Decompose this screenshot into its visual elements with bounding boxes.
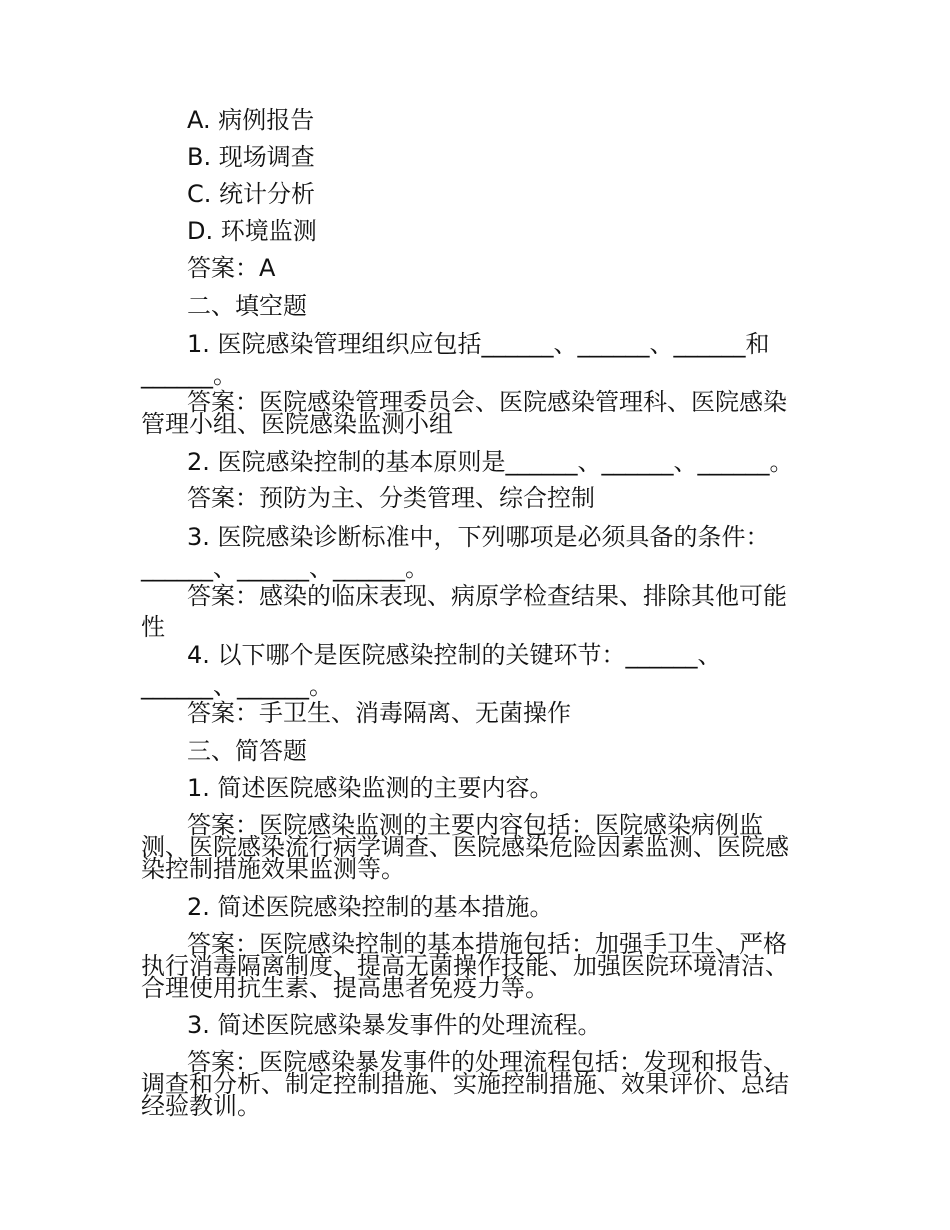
short-answer-3-text: 答案：医院感染暴发事件的处理流程包括：发现和报告、调查和分析、制定控制措施、实施控制措施、效果评价、总结经验教训。 xyxy=(141,1048,789,1120)
short-answer-3 xyxy=(141,1048,809,1120)
short-answer-1-text: 答案：医院感染监测的主要内容包括：医院感染病例监测、医院感染流行病学调查、医院感染危险因素监测、医院感染控制措施效果监测等。 xyxy=(141,811,789,883)
fill-question-1 xyxy=(141,329,809,391)
short-answer-2-text: 答案：医院感染控制的基本措施包括：加强手卫生、严格执行消毒隔离制度、提高无菌操作技能、加强医院环境清洁、合理使用抗生素、提高患者免疫力等。 xyxy=(141,930,789,1002)
fill-question-1-text: 1. 医院感染管理组织应包括______、______、______和______。 xyxy=(141,330,770,389)
section-heading-short: 三、简答题 xyxy=(187,737,307,765)
choice-answer: 答案：A xyxy=(187,254,276,282)
section-heading-fill: 二、填空题 xyxy=(187,292,307,320)
fill-question-3-text: 3. 医院感染诊断标准中，下列哪项是必须具备的条件：______、______、______。 xyxy=(141,523,770,582)
fill-answer-3-text: 答案：感染的临床表现、病原学检查结果、排除其他可能性 xyxy=(141,582,787,641)
short-question-3 xyxy=(141,1010,809,1041)
option-b: B. 现场调查 xyxy=(187,143,315,171)
short-answer-2 xyxy=(141,930,809,1002)
short-question-3-text: 3. 简述医院感染暴发事件的处理流程。 xyxy=(187,1011,602,1039)
fill-question-2-text: 2. 医院感染控制的基本原则是______、______、______。 xyxy=(187,448,794,476)
fill-answer-2 xyxy=(141,483,809,514)
fill-answer-1 xyxy=(141,388,809,438)
fill-question-2 xyxy=(141,447,809,478)
short-answer-1 xyxy=(141,811,809,883)
fill-question-3 xyxy=(141,522,809,584)
short-question-1 xyxy=(141,773,809,804)
fill-answer-3 xyxy=(141,581,809,643)
fill-answer-4-text: 答案：手卫生、消毒隔离、无菌操作 xyxy=(187,699,571,727)
short-question-2 xyxy=(141,892,809,923)
short-question-2-text: 2. 简述医院感染控制的基本措施。 xyxy=(187,893,554,921)
option-a: A. 病例报告 xyxy=(187,106,315,134)
option-d: D. 环境监测 xyxy=(187,217,317,245)
option-c: C. 统计分析 xyxy=(187,180,316,208)
fill-answer-2-text: 答案：预防为主、分类管理、综合控制 xyxy=(187,484,595,512)
fill-answer-1-text: 答案：医院感染管理委员会、医院感染管理科、医院感染管理小组、医院感染监测小组 xyxy=(141,388,787,438)
fill-answer-4 xyxy=(141,698,809,729)
short-question-1-text: 1. 简述医院感染监测的主要内容。 xyxy=(187,774,554,802)
fill-question-4 xyxy=(141,640,809,702)
fill-question-4-text: 4. 以下哪个是医院感染控制的关键环节：______、______、______。 xyxy=(141,641,722,700)
